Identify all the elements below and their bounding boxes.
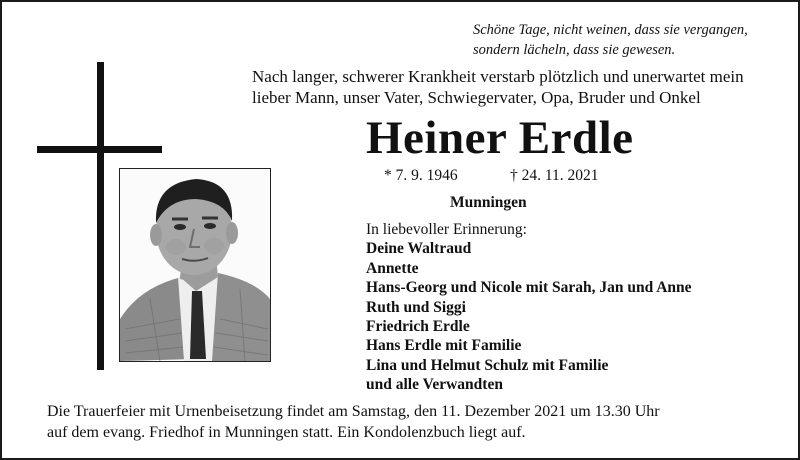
mourner-name: Annette	[366, 259, 419, 277]
cross-icon	[97, 62, 104, 370]
hometown: Munningen	[450, 194, 527, 211]
death-date: † 24. 11. 2021	[510, 167, 599, 184]
mourner-name: Hans-Georg und Nicole mit Sarah, Jan und Anne	[366, 279, 692, 297]
mourners-list	[366, 220, 786, 395]
mourner-name: Friedrich Erdle	[366, 318, 470, 336]
funeral-line-1: Die Trauerfeier mit Urnenbeisetzung findet am Samstag, den 11. Dezember 2021 um 13.30 Uhr	[47, 403, 660, 420]
motto-quote	[473, 20, 793, 60]
portrait-photo	[119, 168, 271, 362]
mourner-name: Hans Erdle mit Familie	[366, 337, 522, 355]
funeral-line-2: auf dem evang. Friedhof in Munningen statt. Ein Kondolenzbuch liegt auf.	[47, 424, 526, 441]
mourner-name: Deine Waltraud	[366, 240, 472, 258]
motto-line-2: sondern lächeln, dass sie gewesen.	[473, 42, 676, 58]
mourner-name: und alle Verwandten	[366, 376, 503, 394]
intro-text	[252, 66, 782, 108]
deceased-name: Heiner Erdle	[366, 112, 634, 164]
motto-line-1: Schöne Tage, nicht weinen, dass sie vergangen,	[473, 22, 748, 38]
funeral-notice	[47, 401, 787, 443]
mourner-name: Ruth und Siggi	[366, 298, 466, 316]
cross-icon-bar	[37, 146, 162, 153]
mourner-name: Lina und Helmut Schulz mit Familie	[366, 356, 609, 374]
birth-date: * 7. 9. 1946	[384, 167, 458, 184]
intro-line-2: lieber Mann, unser Vater, Schwiegervater, Opa, Bruder und Onkel	[252, 88, 701, 107]
mourners-label: In liebevoller Erinnerung:	[366, 221, 527, 238]
intro-line-1: Nach langer, schwerer Krankheit verstarb plötzlich und unerwartet mein	[252, 67, 744, 86]
